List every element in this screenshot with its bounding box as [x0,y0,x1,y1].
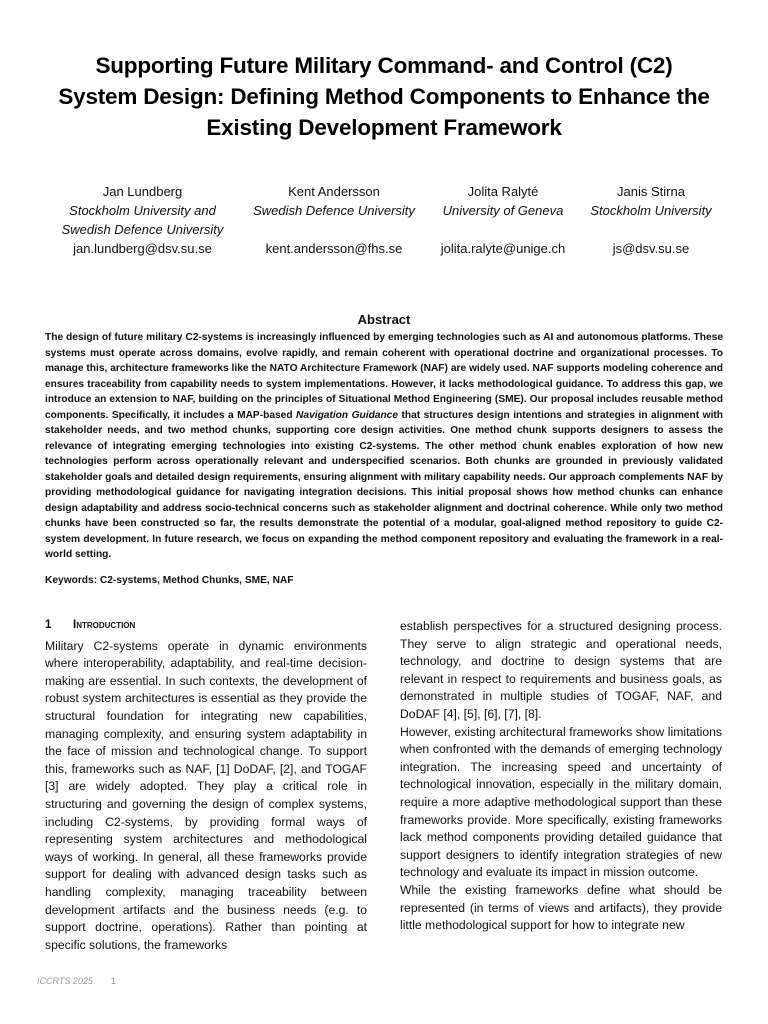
author-affiliation: Swedish Defence University [253,203,415,218]
page-footer [37,976,116,986]
author-name: Kent Andersson [288,184,380,199]
author-block-4 [578,182,724,256]
author-affiliation: University of Geneva [442,203,564,218]
footer-conference: ICCRTS 2025 [37,976,93,986]
section-heading [45,617,367,635]
abstract-body [45,330,723,563]
body-paragraph: While the existing frameworks define what should be represented (in terms of views and artifacts), they provide little methodological support for how to integrate new [400,882,722,933]
right-column [400,618,722,935]
author-email: jolita.ralyte@unige.ch [440,241,566,256]
author-email: js@dsv.su.se [612,241,690,256]
abstract-text: that structures design intentions and strategies in alignment with stakeholder needs, and two method chunks, supporting core design activities. One method chunk supports designers to assess the relevance of integrating emerging technologies into existing C2-systems. The other method chunk enables exploration of how new technologies perform across operationally relevant and underspecified scenarios. Both chunks are grounded in previously validated stakeholder goals and detailed design requirements, ensuring alignment with military capability needs. Our approach complements NAF by providing methodological guidance for navigating integration decisions. This initial proposal shows how method chunks can enhance design adaptability and address socio-technical concerns such as stakeholder alignment and doctrinal coherence. While only two method chunks have been constructed so far, the results demonstrate the potential of a modular, goal-aligned method repository to guide C2-system development. In future research, we focus on expanding the method component repository and evaluating the framework in a real-world setting. [45,409,724,560]
left-column [45,617,367,954]
author-name: Janis Stirna [617,184,685,199]
author-name: Jolita Ralyté [467,184,539,199]
title-line: Supporting Future Military Command- and Control (C2) [95,53,673,78]
section-title: Introduction [73,619,136,631]
author-block-3 [430,182,576,256]
author-block-1 [45,182,240,256]
footer-page-number: 1 [110,976,116,986]
author-email: kent.andersson@fhs.se [265,241,403,256]
author-affiliation: Stockholm University and Swedish Defence University [61,203,224,237]
author-name: Jan Lundberg [102,184,183,199]
abstract-emphasis: Navigation Guidance [296,409,399,421]
author-block-2 [242,182,426,256]
body-paragraph: Military C2-systems operate in dynamic environments where interoperability, adaptability, and real-time decision-making are essential. In such contexts, the development of robust system architectures is essential as they provide the structural foundation for integrating new capabilities, managing complexity, and ensuring system adaptability in the face of mission and technological change. To support this, frameworks such as NAF, [1] DoDAF, [2], and TOGAF [3] are widely adopted. They play a critical role in structuring and governing the design of complex systems, including C2-systems, by providing formal ways of representing system architectures and methodological ways of working. In general, all these frameworks provide support for dealing with advanced design tasks such as handling complexity, managing traceability between development artifacts and the business needs (e.g. to support doctrine, operations). Rather than pointing at specific solutions, the frameworks [45,638,367,952]
keywords: Keywords: C2-systems, Method Chunks, SME, NAF [45,575,294,586]
author-affiliation: Stockholm University [590,203,712,218]
body-paragraph: establish perspectives for a structured designing process. They serve to align strategic and operational needs, technology, and doctrine to design systems that are relevant in respect to requirements and business goals, as demonstrated in multiple studies of TOGAF, NAF, and DoDAF [4], [5], [6], [7], [8]. [400,619,722,721]
section-number: 1 [45,619,52,631]
body-paragraph: However, existing architectural frameworks show limitations when confronted with the demands of emerging technology integration. The increasing speed and uncertainty of technological innovation, especially in the military domain, require a more adaptive methodological support than these frameworks provide. More specifically, existing frameworks lack method components providing detailed guidance that support designers to identify integration strategies of new technology and evaluate its impact in mission outcome. [400,724,722,880]
title-line: System Design: Defining Method Components to Enhance the [58,84,710,109]
paper-title [40,50,728,143]
abstract-heading: Abstract [357,312,411,327]
author-email: jan.lundberg@dsv.su.se [73,241,212,256]
title-line: Existing Development Framework [206,115,562,140]
abstract-text: The design of future military C2-systems is increasingly influenced by emerging technologies such as AI and autonomous platforms. These systems must operate across domains, evolve rapidly, and remain coherent with operational doctrine and organizational processes. To manage this, architecture frameworks like the NATO Architecture Framework (NAF) are widely used. NAF supports modeling coherence and ensures traceability from capability needs to system implementations. However, it lacks methodological guidance. To address this gap, we introduce an extension to NAF, building on the principles of Situational Method Engineering (SME). Our proposal includes reusable method components. Specifically, it includes a MAP-based [45,332,723,421]
